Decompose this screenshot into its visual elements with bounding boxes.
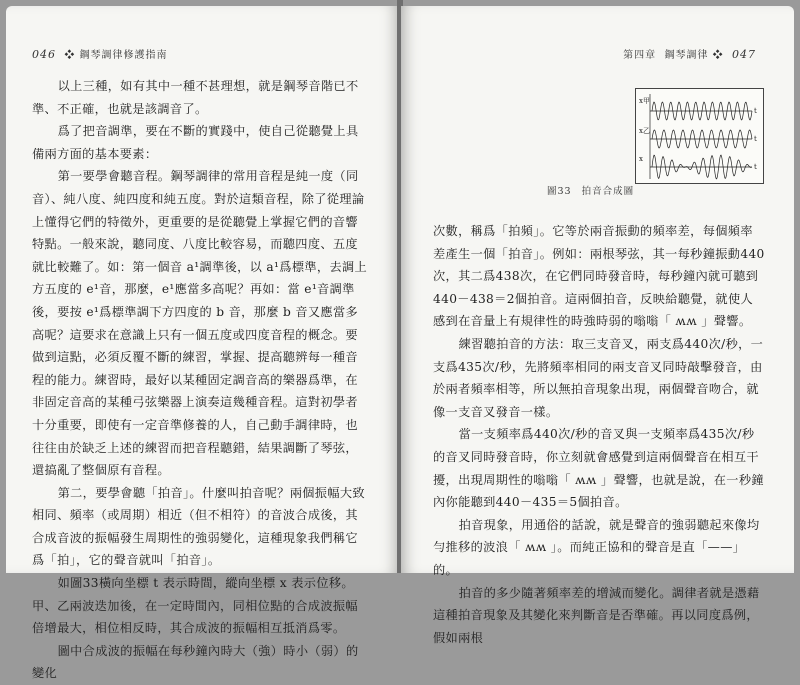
wave-label-b: x乙 (639, 127, 650, 135)
paragraph: 如圖33橫向坐標 t 表示時間，縱向坐標 x 表示位移。甲、乙兩波迭加後，在一定時間內，同相位點的合成波振幅倍增最大，相位相反時，其合成波的振幅相互抵消爲零。 (32, 576, 358, 636)
right-page-number: 047 (732, 48, 756, 61)
right-page (401, 6, 794, 645)
right-running-head: 鋼琴調律 ❖ (664, 50, 724, 61)
figure-caption-label: 圖33 (547, 186, 572, 197)
figure-caption (547, 183, 644, 197)
paragraph: 拍音現象，用通俗的話說，就是聲音的強弱聽起來像均勻推移的波浪「 ʍʍ 」。而純正協和的聲音是直「——」的。 (433, 517, 760, 577)
paragraph: 練習聽拍音的方法：取三支音叉，兩支爲440次/秒，一支爲435次/秒，先將頻率相同的兩支音叉同時敲擊發音，由於兩者頻率相等，所以無拍音現象出現，兩個聲音吻合，就像一支音叉發音一樣。 (433, 336, 764, 419)
figure-caption-text: 拍音合成圖 (581, 186, 635, 197)
wave-label-a: x甲 (639, 97, 650, 105)
waveform-diagram (636, 89, 763, 183)
paragraph: 以上三種，如有其中一種不甚理想，就是鋼琴音階已不準、不正確，也就是該調音了。 (32, 79, 359, 116)
paragraph: 第二，要學會聽「拍音」。什麼叫拍音呢？兩個振幅大致相同、頻率（或周期）相近（但不相符）的音波合成後，其合成音波的振幅發生周期性的強弱變化，這種現象我們稱它爲「拍」，它的聲音就叫「拍音」。 (32, 485, 365, 568)
chapter-label: 第四章 (623, 50, 657, 61)
beat-waveform-figure (635, 88, 764, 184)
left-page (6, 6, 399, 681)
left-running-head: ❖ 鋼琴調律修護指南 (64, 50, 168, 61)
axis-t-label-a: t (754, 107, 757, 115)
axis-t-label-sum: t (754, 163, 757, 171)
paragraph: 當一支頻率爲440次/秒的音叉與一支頻率爲435次/秒的音叉同時發音時，你立刻就會感覺到這兩個聲音在相互干擾，出現周期性的嗡嗡「 ʍʍ 」聲響，也就是說，在一秒鐘內你能聽到440－435＝5個拍音。 (433, 427, 764, 510)
left-page-number: 046 (32, 48, 56, 61)
paragraph: 爲了把音調準，要在不斷的實踐中，使自己從聽覺上具備兩方面的基本要素： (32, 124, 359, 161)
left-page-body (32, 75, 370, 685)
wave-label-sum: x (639, 155, 643, 163)
right-page-body (433, 220, 765, 649)
paragraph: 第一要學會聽音程。鋼琴調律的常用音程是純一度（同音）、純八度、純四度和純五度。對於這類音程，除了從理論上懂得它們的特徵外，更重要的是從聽覺上掌握它們的音響特點。一般來說，聽同度、八度比較容易，而聽四度、五度就比較難了。如：第一個音 a¹調準後，以 a¹爲標準，去調上方五度的 e¹音，那麼，e¹應當多高呢？再如：當 e¹音調準後，要按 e¹爲標準調下方四度的 b 音，那麼 b 音又應當多高呢？這要求在意識上只有一個五度或四度音程的概念。要做到這點，必須反覆不斷的練習，掌握、提高聽辨每一種音程的能力。練習時，最好以某種固定調音高的樂器爲準，在非固定音高的某種弓弦樂器上演奏這幾種音程。這對初學者十分重要，即使有一定音準修養的人，自己動手調律時，也往往由於缺乏上述的練習而把音程聽錯，結果調斷了琴弦，還搞亂了整個原有音程。 (32, 169, 368, 478)
paragraph: 圖中合成波的振幅在每秒鐘內時大（強）時小（弱）的變化 (32, 643, 359, 681)
axis-t-label-b: t (754, 135, 757, 143)
right-page-header (623, 46, 756, 61)
paragraph: 次數，稱爲「拍頻」。它等於兩音振動的頻率差，每個頻率差產生一個「拍音」。例如：兩根琴弦，其一每秒鐘振動440次，其二爲438次，在它們同時發音時，每秒鐘內就可聽到440－438＝2個拍音。這兩個拍音，反映給聽覺，就使人感到在音量上有規律性的時強時弱的嗡嗡「 ʍʍ 」聲響。 (433, 224, 765, 329)
left-page-header (32, 46, 168, 61)
paragraph: 拍音的多少隨著頻率差的增減而變化。調律者就是憑藉這種拍音現象及其變化來判斷音是否準確。再以同度爲例，假如兩根 (433, 585, 760, 645)
